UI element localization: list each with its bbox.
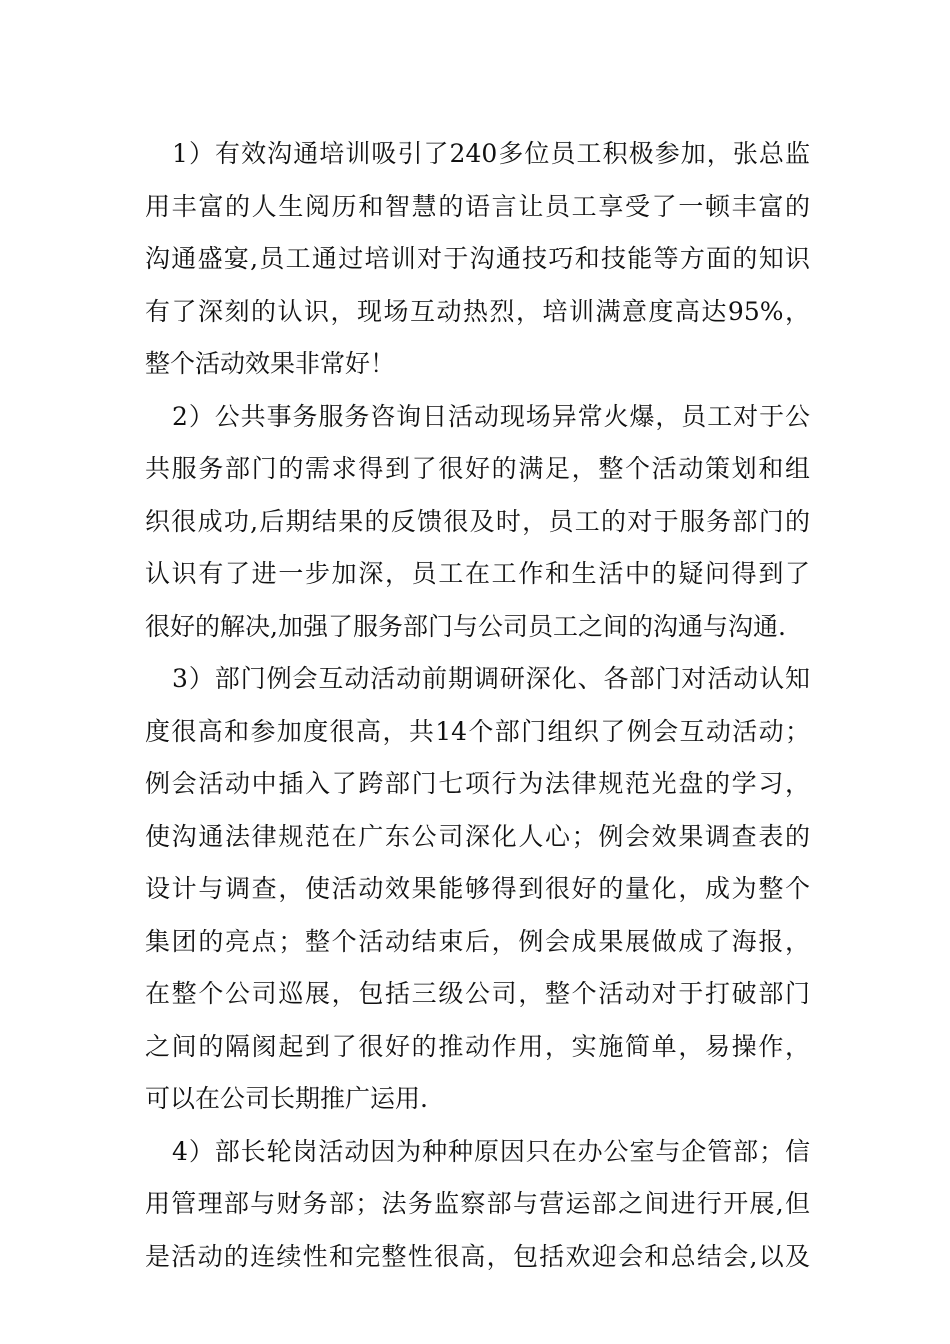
- paragraph-line: 2）公共事务服务咨询日活动现场异常火爆，员工对于公: [172, 401, 810, 431]
- paragraph-line: 有了深刻的认识，现场互动热烈，培训满意度高达95%，: [145, 296, 810, 326]
- paragraph-line: 1）有效沟通培训吸引了240多位员工积极参加，张总监: [172, 139, 810, 168]
- paragraph-4: [145, 1126, 810, 1284]
- paragraph-line: 在整个公司巡展，包括三级公司，整个活动对于打破部门: [145, 979, 810, 1008]
- document-body: [145, 128, 810, 1283]
- paragraph-line: 使沟通法律规范在广东公司深化人心；例会效果调查表的: [145, 821, 810, 851]
- paragraph-line: 沟通盛宴,员工通过培训对于沟通技巧和技能等方面的知识: [145, 244, 810, 273]
- paragraph-1: [145, 128, 810, 391]
- paragraph-line: 例会活动中插入了跨部门七项行为法律规范光盘的学习，: [145, 769, 810, 798]
- paragraph-3: [145, 653, 810, 1126]
- paragraph-line: 设计与调查，使活动效果能够得到很好的量化，成为整个: [145, 874, 810, 903]
- paragraph-line: 共服务部门的需求得到了很好的满足，整个活动策划和组: [145, 454, 810, 483]
- paragraph-line: 用丰富的人生阅历和智慧的语言让员工享受了一顿丰富的: [145, 191, 810, 221]
- paragraph-line: 很好的解决,加强了服务部门与公司员工之间的沟通与沟通.: [145, 611, 786, 641]
- paragraph-line: 之间的隔阂起到了很好的推动作用，实施简单，易操作，: [145, 1031, 810, 1061]
- paragraph-line: 整个活动效果非常好！: [145, 349, 396, 378]
- paragraph-line: 可以在公司长期推广运用.: [145, 1084, 428, 1113]
- paragraph-line: 4）部长轮岗活动因为种种原因只在办公室与企管部；信: [172, 1136, 810, 1166]
- paragraph-2: [145, 391, 810, 654]
- paragraph-line: 织很成功,后期结果的反馈很及时，员工的对于服务部门的: [145, 506, 810, 536]
- paragraph-line: 是活动的连续性和完整性很高，包括欢迎会和总结会,以及: [145, 1241, 810, 1271]
- paragraph-line: 集团的亮点；整个活动结束后，例会成果展做成了海报，: [145, 926, 810, 956]
- paragraph-line: 用管理部与财务部；法务监察部与营运部之间进行开展,但: [145, 1189, 810, 1218]
- paragraph-line: 3）部门例会互动活动前期调研深化、各部门对活动认知: [172, 664, 810, 693]
- paragraph-line: 度很高和参加度很高，共14个部门组织了例会互动活动；: [145, 716, 810, 746]
- paragraph-line: 认识有了进一步加深，员工在工作和生活中的疑问得到了: [145, 559, 810, 588]
